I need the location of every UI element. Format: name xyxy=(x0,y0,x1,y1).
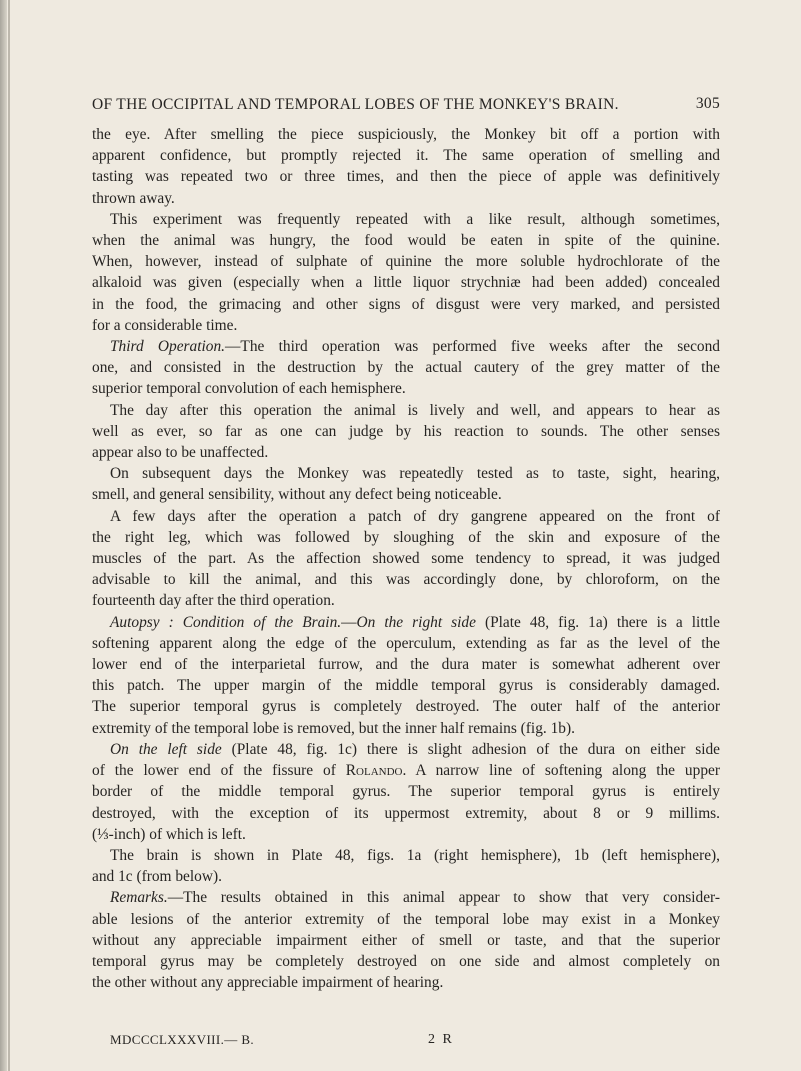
subheading: On the right side xyxy=(356,613,476,631)
text-line: temporal gyrus may be completely destroyed on one side and almost completely on xyxy=(92,952,720,970)
text-line: this patch. The upper margin of the middle temporal gyrus is considerably damaged. xyxy=(92,677,720,695)
text-line: appear also to be unaffected. xyxy=(92,444,269,462)
text-line: This experiment was frequently repeated with a like result, although sometimes, xyxy=(110,210,720,228)
text-line: alkaloid was given (especially when a little liquor strychniæ had been added) concealed xyxy=(92,274,720,292)
page-footer xyxy=(110,1032,510,1052)
text-line xyxy=(92,887,720,908)
text-run: —The third operation was performed five weeks after the second xyxy=(225,338,720,356)
text-line: in the food, the grimacing and other signs of disgust were very marked, and persisted xyxy=(92,295,720,313)
section-heading: Remarks. xyxy=(110,889,168,907)
text-line: border of the middle temporal gyrus. The superior temporal gyrus is entirely xyxy=(92,783,720,801)
text-line: softening apparent along the edge of the operculum, extending as far as the level of the xyxy=(92,634,720,652)
text-line xyxy=(92,760,720,781)
running-title: OF THE OCCIPITAL AND TEMPORAL LOBES OF THE MONKEY'S BRAIN. xyxy=(92,96,619,113)
text-line: the eye. After smelling the piece suspiciously, the Monkey bit off a portion with xyxy=(92,126,720,143)
spine-rule xyxy=(8,0,10,1071)
text-line: apparent confidence, but promptly rejected it. The same operation of smelling and xyxy=(92,147,720,165)
text-line: destroyed, with the exception of its uppermost extremity, about 8 or 9 millims. xyxy=(92,804,720,822)
signature-mark: 2 R xyxy=(428,1032,454,1047)
text-line: lower end of the interparietal furrow, and the dura mater is somewhat adherent over xyxy=(92,656,720,674)
volume-mark: MDCCCLXXXVIII.— B. xyxy=(110,1032,255,1047)
section-heading: Third Operation. xyxy=(110,338,226,356)
text-line: well as ever, so far as one can judge by his reaction to sounds. The other senses xyxy=(92,422,720,440)
text-line: thrown away. xyxy=(92,189,175,207)
text-line: able lesions of the anterior extremity of the temporal lobe may exist in a Monkey xyxy=(92,910,720,928)
text-run: —The results obtained in this animal appear to show that very consider- xyxy=(167,889,720,907)
page-number: 305 xyxy=(695,95,720,112)
text-run: (Plate 48, fig. 1c) there is slight adhesion of the dura on either side xyxy=(221,740,721,758)
text-line: for a considerable time. xyxy=(92,316,238,334)
text-line: superior temporal convolution of each hemisphere. xyxy=(92,380,406,398)
subheading: On the left side xyxy=(110,740,222,758)
body-text xyxy=(92,124,720,993)
text-line: advisable to kill the animal, and this was accordingly done, by chloroform, on the xyxy=(92,571,720,589)
running-header xyxy=(92,96,720,116)
text-run: (Plate 48, fig. 1a) there is a little xyxy=(475,613,720,631)
text-line: one, and consisted in the destruction by the actual cautery of the grey matter of the xyxy=(92,359,720,377)
text-line: and 1c (from below). xyxy=(92,868,222,886)
text-line: The superior temporal gyrus is completely destroyed. The outer half of the anterior xyxy=(92,698,720,716)
text-line: The brain is shown in Plate 48, figs. 1a (right hemisphere), 1b (left hemisphere), xyxy=(110,846,720,864)
text-run: — xyxy=(341,613,357,631)
text-line: The day after this operation the animal is lively and well, and appears to hear as xyxy=(110,401,720,419)
text-line: extremity of the temporal lobe is removed, but the inner half remains (fig. 1b). xyxy=(92,719,575,737)
text-line xyxy=(92,739,720,760)
binding-edge xyxy=(0,0,7,1071)
text-line: A few days after the operation a patch of dry gangrene appeared on the front of xyxy=(110,507,720,525)
text-run: of the lower end of the fissure of xyxy=(92,762,346,780)
text-line: fourteenth day after the third operation. xyxy=(92,592,335,610)
text-line: On subsequent days the Monkey was repeatedly tested as to taste, sight, hearing, xyxy=(110,465,720,483)
section-heading: Autopsy : Condition of the Brain. xyxy=(110,613,342,631)
proper-name: Rolando xyxy=(345,762,403,780)
text-line: smell, and general sensibility, without any defect being noticeable. xyxy=(92,486,502,504)
text-line: when the animal was hungry, the food would be eaten in spite of the quinine. xyxy=(92,232,720,250)
text-line: When, however, instead of sulphate of quinine the more soluble hydrochlorate of the xyxy=(92,253,720,271)
text-line: the other without any appreciable impairment of hearing. xyxy=(92,974,444,992)
text-line: muscles of the part. As the affection showed some tendency to spread, it was judged xyxy=(92,550,720,568)
text-line: without any appreciable impairment either of smell or taste, and that the superior xyxy=(92,931,720,949)
text-line: the right leg, which was followed by sloughing of the skin and exposure of the xyxy=(92,528,720,546)
text-line xyxy=(92,612,720,633)
text-line xyxy=(92,336,720,357)
text-line: (⅓-inch) of which is left. xyxy=(92,825,246,843)
text-line: tasting was repeated two or three times, and then the piece of apple was definitively xyxy=(92,168,720,186)
text-run: . A narrow line of softening along the upper xyxy=(402,762,720,780)
